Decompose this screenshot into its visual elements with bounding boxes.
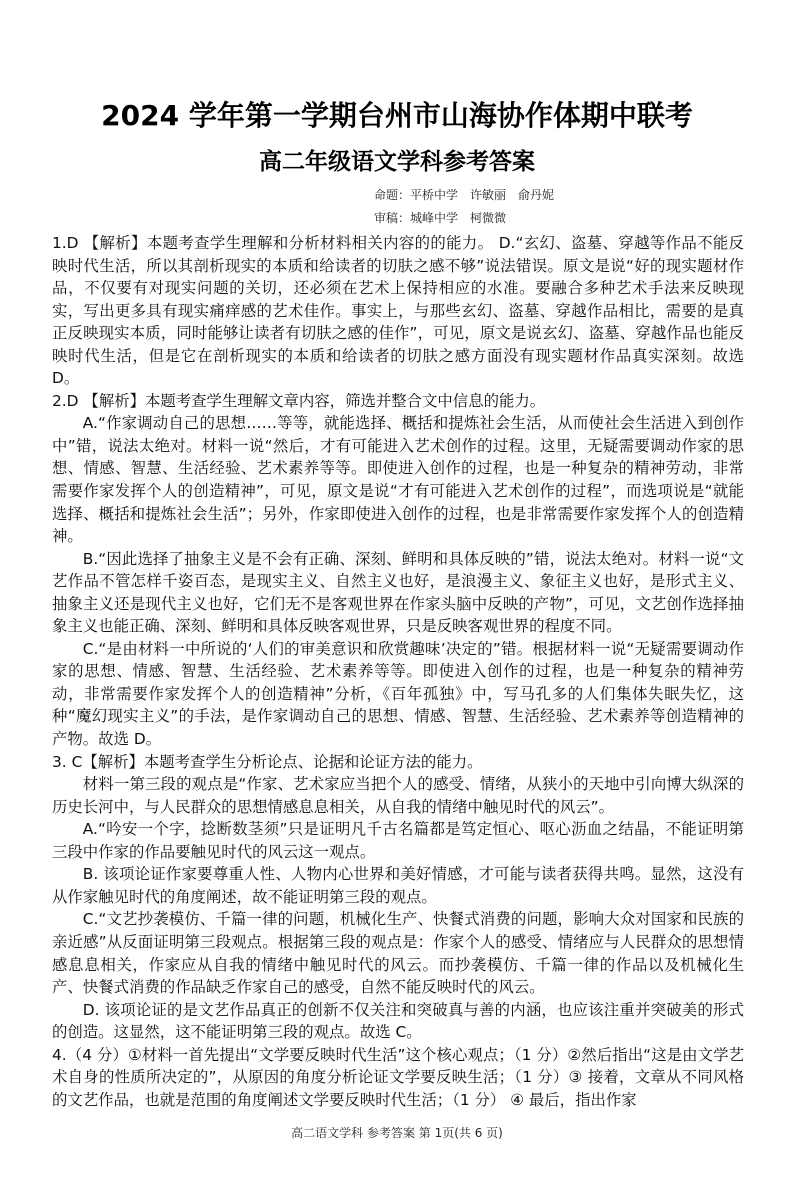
page-footer: 高二语文学科 参考答案 第 1页(共 6 页) (291, 1126, 503, 1141)
answer-2-heading: 2.D 【解析】本题考查学生理解文章内容，筛选并整合文中信息的能力。 (52, 391, 546, 410)
answer-3-option-b: B. 该项论证作家要尊重人性、人物内心世界和美好情感，才可能与读者获得共鸣。显然，这没有从作家触见时代的角度阐述，故不能证明第三段的观点。 (52, 865, 744, 906)
answer-2-option-b: B.“因此选择了抽象主义是不会有正确、深刻、鲜明和具体反映的”错，说法太绝对。材料一说“文艺作品不管怎样千姿百态，是现实主义、自然主义也好，是浪漫主义、象征主义也好，是形式主义、抽象主义还是现代主义也好，它们无不是客观世界在作家头脑中反映的产物”，可见，文艺创作选择抽象主义也能正确、深刻、鲜明和具体反映客观世界，只是反映客观世界的程度不同。 (52, 549, 744, 636)
answer-3-heading: 3. C【解析】本题考查学生分析论点、论据和论证方法的能力。 (52, 752, 483, 771)
document-subtitle: 高二年级语文学科参考答案 (259, 149, 535, 175)
document-title: 2024 学年第一学期台州市山海协作体期中联考 (101, 99, 693, 132)
answer-4 (52, 1044, 744, 1112)
answer-body (52, 232, 744, 1111)
byline-block (0, 184, 794, 230)
answer-3-context: 材料一第三段的观点是“作家、艺术家应当把个人的感受、情绪，从狭小的天地中引向博大纵深的历史长河中，与人民群众的思想情感息息相关，从自我的情绪中触见时代的风云”。 (52, 775, 744, 816)
byline-setters: 命题：平桥中学 许敏丽 俞丹妮 (374, 188, 555, 202)
answer-1 (52, 232, 744, 390)
answer-3-option-d: D. 该项论证的是文艺作品真正的创新不仅关注和突破真与善的内涵，也应该注重并突破美的形式的创造。这显然，这不能证明第三段的观点。故选 C。 (52, 1000, 744, 1042)
byline-reviewer: 审稿：城峰中学 柯微微 (374, 211, 507, 225)
answer-3 (52, 751, 744, 1044)
answer-2-option-c: C.“是由材料一中所说的‘人们的审美意识和欣赏趣味’决定的”错。根据材料一说“无疑需要调动作家的思想、情感、智慧、生活经验、艺术素养等等。即使进入创作的过程，也是一种复杂的精神劳动，非常需要作家发挥个人的创造精神”分析，《百年孤独》中，写马孔多的人们集体失眠失忆，这种“魔幻现实主义”的手法，是作家调动自己的思想、情感、智慧、生活经验、艺术素养等创造精神的产物。故选 D。 (52, 639, 744, 749)
answer-3-option-a: A.“吟安一个字，捻断数茎须”只是证明凡千古名篇都是笃定恒心、呕心沥血之结晶，不能证明第三段中作家的作品要触见时代的风云这一观点。 (52, 820, 744, 861)
answer-2 (52, 390, 744, 751)
answer-3-option-c: C.“文艺抄袭模仿、千篇一律的问题，机械化生产、快餐式消费的问题，影响大众对国家和民族的亲近感”从反面证明第三段观点。根据第三段的观点是：作家个人的感受、情绪应与人民群众的思想情感息息相关，作家应从自我的情绪中触见时代的风云。而抄袭模仿、千篇一律的作品以及机械化生产、快餐式消费的作品缺乏作家自己的感受，自然不能反映时代的风云。 (52, 910, 744, 997)
answer-2-option-a: A.“作家调动自己的思想……等等，就能选择、概括和提炼社会生活，从而使社会生活进入到创作中”错，说法太绝对。材料一说“然后，才有可能进入艺术创作的过程。这里，无疑需要调动作家的思想、情感、智慧、生活经验、艺术素养等等。即使进入创作的过程，也是一种复杂的精神劳动，非常需要作家发挥个人的创造精神”，可见，原文是说“才有可能进入艺术创作的过程”，而选项说是“就能选择、概括和提炼社会生活”；另外，作家即使进入创作的过程，也是非常需要作家发挥个人的创造精神。 (52, 414, 744, 546)
answer-1-paragraph: 1.D 【解析】本题考查学生理解和分析材料相关内容的的能力。 D.“玄幻、盗墓、穿越等作品不能反映时代生活，所以其剖析现实的本质和给读者的切肤之感不够”说法错误。原文是说“好的现实题材作品，不仅要有对现实问题的关切，还必须在艺术上保持相应的水准。要融合多种艺术手法来反映现实，写出更多具有现实痛痒感的艺术佳作。事实上，与那些玄幻、盗墓、穿越作品相比，需要的是真正反映现实本质，同时能够让读者有切肤之感的佳作”，可见，原文是说玄幻、盗墓、穿越作品也能反映时代生活，但是它在剖析现实的本质和给读者的切肤之感方面没有现实题材作品真实深刻。故选 D。 (52, 234, 744, 388)
answer-4-paragraph: 4.（4 分）①材料一首先提出“文学要反映时代生活”这个核心观点；（1 分）②然后指出“这是由文学艺术自身的性质所决定的”，从原因的角度分析论证文学要反映生活；（1 分）③ 接着，文章从不同风格的文艺作品，也就是范围的角度阐述文学要反映时代生活；（1 分） ④ 最后，指出作家 (52, 1045, 744, 1109)
